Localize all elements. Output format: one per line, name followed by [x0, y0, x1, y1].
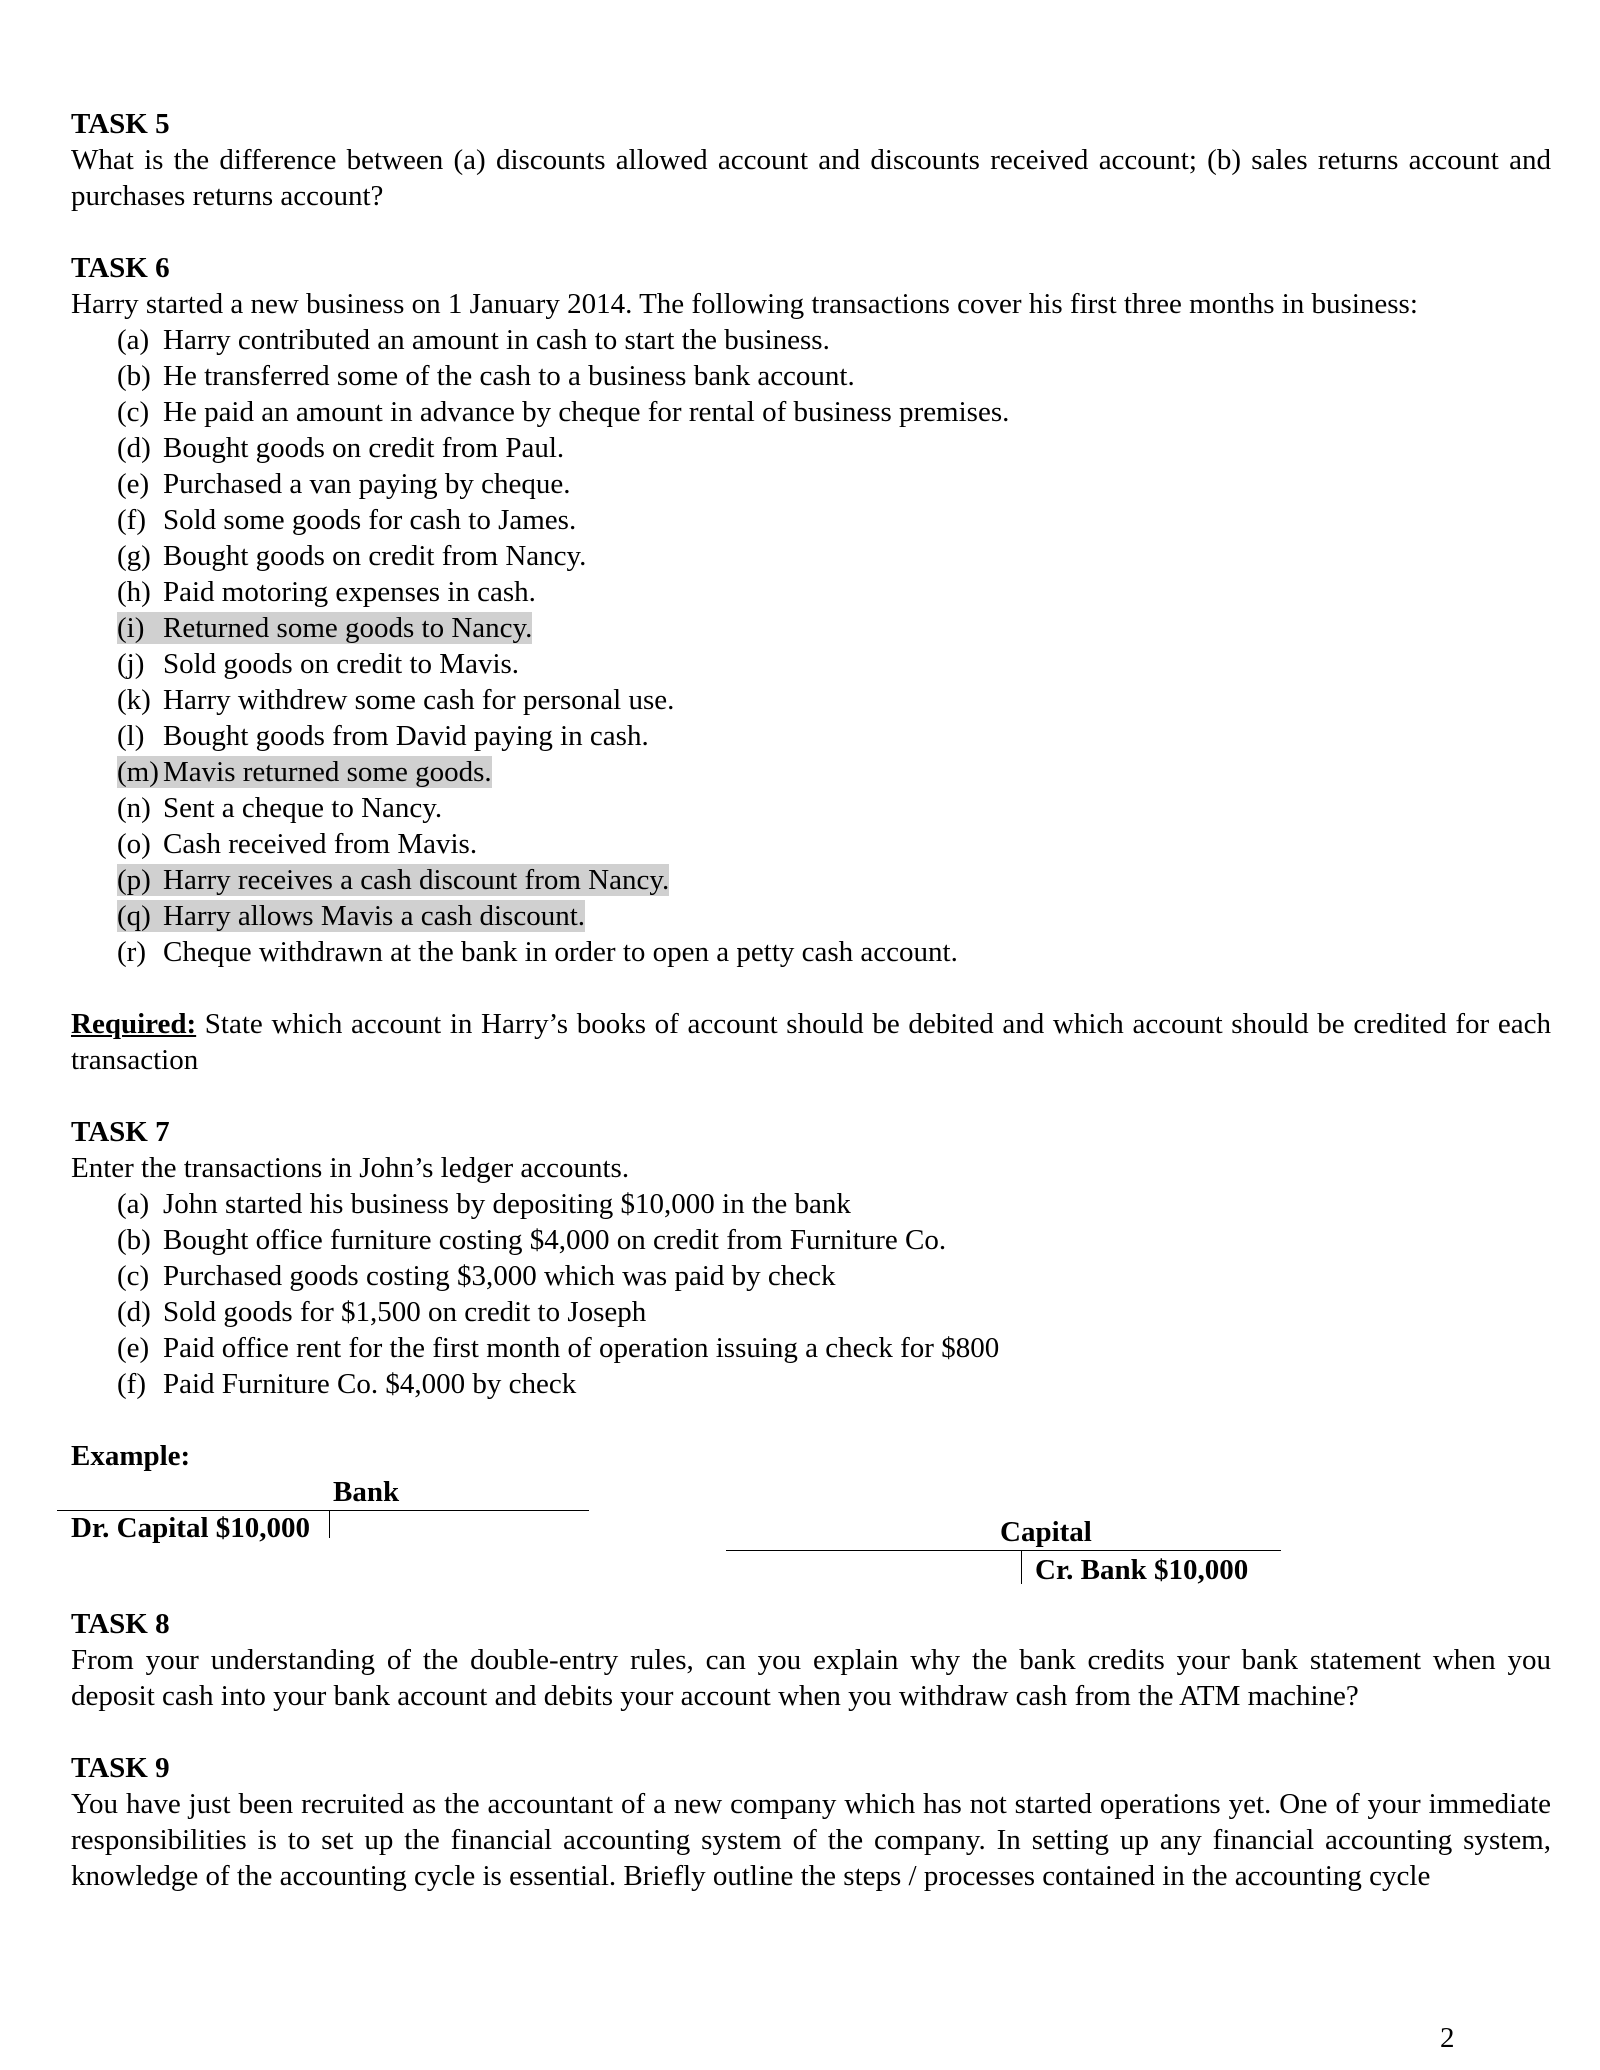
- task-7-title: TASK 7: [71, 1116, 170, 1148]
- item-text: Bought office furniture costing $4,000 on credit from Furniture Co.: [163, 1224, 947, 1256]
- task-6-required: [71, 1006, 1551, 1078]
- required-text: State which account in Harry’s books of account should be debited and which account should be credited for each transaction: [71, 1008, 1551, 1076]
- item-label: (c): [117, 396, 150, 428]
- task-6: [71, 250, 1551, 1078]
- item-label: (a): [117, 1188, 150, 1220]
- item-text: Harry withdrew some cash for personal use.: [163, 684, 675, 716]
- item-text: Mavis returned some goods.: [163, 756, 492, 788]
- list-item: [117, 718, 1551, 754]
- bank-debit-entry: Dr. Capital $10,000: [71, 1512, 310, 1544]
- list-item: [117, 1330, 1551, 1366]
- list-item: [117, 1222, 1551, 1258]
- item-label: (f): [117, 504, 146, 536]
- example-t-accounts: [71, 1438, 1551, 1606]
- item-text: Paid motoring expenses in cash.: [163, 576, 536, 608]
- example-title: Example:: [71, 1440, 191, 1472]
- item-label: (g): [117, 540, 151, 572]
- bank-account-title: Bank: [333, 1476, 400, 1508]
- item-text: Returned some goods to Nancy.: [163, 612, 533, 644]
- item-label: (a): [117, 324, 150, 356]
- list-item: [117, 574, 1551, 610]
- list-item: [117, 1186, 1551, 1222]
- item-text: He transferred some of the cash to a business bank account.: [163, 360, 855, 392]
- list-item: [117, 790, 1551, 826]
- item-text: Bought goods on credit from Paul.: [163, 432, 565, 464]
- item-text: Bought goods from David paying in cash.: [163, 720, 649, 752]
- item-label: (k): [117, 684, 151, 716]
- item-text: Bought goods on credit from Nancy.: [163, 540, 587, 572]
- item-text: Sent a cheque to Nancy.: [163, 792, 443, 824]
- required-label: Required:: [71, 1008, 197, 1040]
- item-label: (b): [117, 1224, 151, 1256]
- item-label: (j): [117, 648, 145, 680]
- item-text: Harry receives a cash discount from Nancy.: [163, 864, 670, 896]
- item-label: (c): [117, 1260, 150, 1292]
- item-text: Cheque withdrawn at the bank in order to open a petty cash account.: [163, 936, 958, 968]
- item-label: (m): [117, 756, 159, 788]
- item-text: John started his business by depositing $10,000 in the bank: [163, 1188, 851, 1220]
- list-item: [117, 646, 1551, 682]
- list-item: [117, 934, 1551, 970]
- document-page: [71, 106, 1551, 1894]
- item-label: (r): [117, 936, 146, 968]
- item-label: (l): [117, 720, 145, 752]
- item-text: Sold goods on credit to Mavis.: [163, 648, 520, 680]
- item-label: (i): [117, 612, 145, 644]
- item-label: (d): [117, 432, 151, 464]
- capital-account-rule: [726, 1550, 1281, 1551]
- task-9-title: TASK 9: [71, 1752, 170, 1784]
- task-5-title: TASK 5: [71, 108, 170, 140]
- capital-account-divider: [1021, 1550, 1022, 1584]
- item-text: Sold some goods for cash to James.: [163, 504, 577, 536]
- list-item: [117, 502, 1551, 538]
- list-item-highlighted: [117, 754, 1551, 790]
- page-number: 2: [1440, 2022, 1455, 2054]
- task-9: [71, 1750, 1551, 1894]
- task-8-text: From your understanding of the double-entry rules, can you explain why the bank credits your bank statement when you deposit cash into your bank account and debits your account when you withdraw cash from the ATM machine?: [71, 1644, 1551, 1712]
- list-item: [117, 322, 1551, 358]
- task-7-list: [71, 1186, 1551, 1402]
- task-6-title: TASK 6: [71, 252, 170, 284]
- item-label: (b): [117, 360, 151, 392]
- task-5-text: What is the difference between (a) discounts allowed account and discounts received account; (b) sales returns account and purchases returns account?: [71, 144, 1551, 212]
- task-6-intro: Harry started a new business on 1 January 2014. The following transactions cover his first three months in business:: [71, 288, 1418, 320]
- task-7-intro: Enter the transactions in John’s ledger accounts.: [71, 1152, 630, 1184]
- list-item: [117, 826, 1551, 862]
- task-7: [71, 1114, 1551, 1402]
- item-text: Paid Furniture Co. $4,000 by check: [163, 1368, 577, 1400]
- task-8: [71, 1606, 1551, 1714]
- item-text: Purchased goods costing $3,000 which was paid by check: [163, 1260, 836, 1292]
- list-item: [117, 1258, 1551, 1294]
- list-item: [117, 1366, 1551, 1402]
- item-text: Cash received from Mavis.: [163, 828, 478, 860]
- item-label: (e): [117, 1332, 150, 1364]
- item-label: (n): [117, 792, 151, 824]
- task-8-title: TASK 8: [71, 1608, 170, 1640]
- item-label: (p): [117, 864, 151, 896]
- item-text: Sold goods for $1,500 on credit to Joseph: [163, 1296, 647, 1328]
- item-label: (h): [117, 576, 151, 608]
- list-item-highlighted: [117, 898, 1551, 934]
- item-label: (f): [117, 1368, 146, 1400]
- list-item: [117, 466, 1551, 502]
- item-text: Harry allows Mavis a cash discount.: [163, 900, 586, 932]
- task-5: [71, 106, 1551, 214]
- list-item: [117, 358, 1551, 394]
- item-text: Harry contributed an amount in cash to start the business.: [163, 324, 830, 356]
- capital-account-title: Capital: [1000, 1516, 1092, 1548]
- task-9-text: You have just been recruited as the accountant of a new company which has not started operations yet. One of your immediate responsibilities is to set up the financial accounting system of the company. In setting up any financial accounting system, knowledge of the accounting cycle is essential. Briefly outline the steps / processes contained in the accounting cycle: [71, 1788, 1551, 1892]
- item-label: (q): [117, 900, 151, 932]
- list-item: [117, 538, 1551, 574]
- item-label: (o): [117, 828, 151, 860]
- list-item: [117, 430, 1551, 466]
- bank-account-divider: [329, 1510, 330, 1538]
- item-label: (e): [117, 468, 150, 500]
- item-text: He paid an amount in advance by cheque for rental of business premises.: [163, 396, 1010, 428]
- task-6-list: [71, 322, 1551, 970]
- list-item: [117, 1294, 1551, 1330]
- list-item-highlighted: [117, 610, 1551, 646]
- item-text: Paid office rent for the first month of operation issuing a check for $800: [163, 1332, 1000, 1364]
- list-item: [117, 394, 1551, 430]
- item-label: (d): [117, 1296, 151, 1328]
- item-text: Purchased a van paying by cheque.: [163, 468, 571, 500]
- capital-credit-entry: Cr. Bank $10,000: [1035, 1554, 1249, 1586]
- list-item: [117, 682, 1551, 718]
- list-item-highlighted: [117, 862, 1551, 898]
